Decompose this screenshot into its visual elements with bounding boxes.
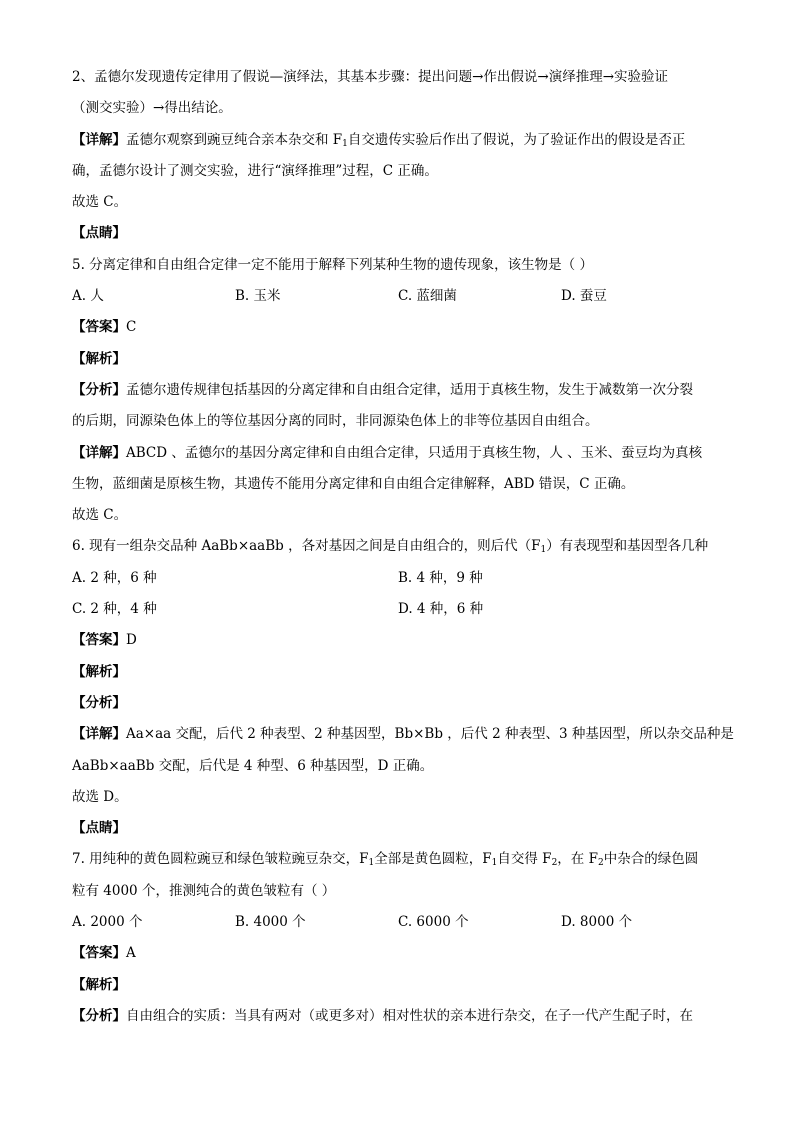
line-text: 全部是黄色圆粒，F — [374, 851, 492, 868]
text-line — [72, 751, 724, 782]
section-tag: 【点睛】 — [72, 225, 126, 242]
section-tag: 【解析】 — [72, 976, 126, 993]
section-tag: 【详解】 — [72, 131, 126, 148]
line-text: 2、孟德尔发现遗传定律用了假说—演绎法，其基本步骤：提出问题→作出假说→演绎推理→实验验证 — [72, 69, 669, 85]
answer-options — [72, 907, 724, 938]
section-tag: 【详解】 — [72, 444, 126, 461]
answer-option: D. 蚕豆 — [561, 288, 607, 305]
section-tag: 【分析】 — [72, 1007, 126, 1024]
text-line — [72, 844, 724, 875]
text-line — [72, 876, 724, 907]
line-text: 6. 现有一组杂交品种 AaBb×aaBb ，各对基因之间是自由组合的，则后代（F — [72, 538, 541, 555]
text-line — [72, 469, 724, 500]
line-text: ，在 F — [557, 851, 598, 868]
document-page — [72, 62, 734, 1032]
line-text: 确，孟德尔设计了测交实验，进行“演绎推理”过程，C 正确。 — [72, 162, 438, 179]
line-text: 中杂合的绿色圆 — [603, 851, 699, 868]
text-line — [72, 688, 724, 719]
answer-options — [72, 281, 724, 312]
line-text: A — [126, 945, 136, 962]
answer-option: C. 2 种，4 种 — [72, 601, 157, 618]
answer-options — [72, 594, 724, 625]
subscript: 1 — [368, 858, 375, 869]
section-tag: 【分析】 — [72, 381, 126, 398]
section-tag: 【分析】 — [72, 694, 126, 711]
text-line — [72, 62, 724, 93]
text-line — [72, 657, 724, 688]
line-text: 生物，蓝细菌是原核生物，其遗传不能用分离定律和自由组合定律解释，ABD 错误，C 正确。 — [72, 475, 635, 492]
text-line — [72, 344, 724, 375]
subscript: 1 — [491, 858, 498, 869]
text-line — [72, 406, 724, 437]
answer-option: D. 4 种，6 种 — [398, 601, 484, 618]
answer-option: A. 人 — [72, 288, 104, 305]
line-text: C — [126, 319, 137, 336]
line-text: 粒有 4000 个，推测纯合的黄色皱粒有（ ） — [72, 882, 336, 899]
text-line — [72, 93, 724, 124]
section-tag: 【答案】 — [72, 945, 126, 962]
answer-option: C. 6000 个 — [398, 914, 469, 931]
line-text: 故选 C。 — [72, 507, 128, 524]
line-text: ABCD 、孟德尔的基因分离定律和自由组合定律，只适用于真核生物，人 、玉米、蚕豆均为真核 — [126, 444, 703, 461]
section-tag: 【答案】 — [72, 319, 126, 336]
answer-option: A. 2000 个 — [72, 914, 143, 931]
answer-options — [72, 563, 724, 594]
line-text: 故选 D。 — [72, 788, 128, 805]
text-line — [72, 438, 724, 469]
answer-option: C. 蓝细菌 — [398, 288, 457, 305]
answer-option: D. 8000 个 — [561, 914, 633, 931]
line-text: ）有表现型和基因型各几种 — [546, 538, 709, 555]
subscript: 1 — [342, 138, 348, 149]
answer-option: A. 2 种，6 种 — [72, 569, 157, 586]
line-text: 的后期，同源染色体上的等位基因分离的同时，非同源染色体上的非等位基因自由组合。 — [72, 413, 599, 430]
section-tag: 【解析】 — [72, 350, 126, 367]
text-line — [72, 375, 724, 406]
line-text: Aa×aa 交配，后代 2 种表型、2 种基因型，Bb×Bb ，后代 2 种表型、3 种基因型，所以杂交品种是 — [126, 726, 734, 743]
text-line — [72, 531, 724, 562]
answer-option: B. 4000 个 — [235, 914, 306, 931]
subscript: 1 — [540, 545, 547, 556]
text-line — [72, 970, 724, 1001]
subscript: 2 — [597, 858, 604, 869]
text-line — [72, 813, 724, 844]
line-text: D — [126, 632, 137, 649]
section-tag: 【详解】 — [72, 726, 126, 743]
section-tag: 【点睛】 — [72, 820, 126, 837]
line-text: 自交遗传实验后作出了假说，为了验证作出的假设是否正 — [347, 131, 686, 148]
line-text: 孟德尔观察到豌豆纯合亲本杂交和 F — [126, 131, 343, 148]
text-line — [72, 938, 724, 969]
answer-option: B. 4 种，9 种 — [398, 569, 483, 586]
text-line — [72, 1001, 724, 1032]
text-line — [72, 719, 734, 750]
line-text: 7. 用纯种的黄色圆粒豌豆和绿色皱粒豌豆杂交，F — [72, 851, 369, 868]
line-text: AaBb×aaBb 交配，后代是 4 种型、6 种基因型，D 正确。 — [72, 757, 434, 774]
line-text: 自由组合的实质：当具有两对（或更多对）相对性状的亲本进行杂交，在子一代产生配子时，在 — [126, 1007, 693, 1024]
text-line — [72, 500, 724, 531]
section-tag: 【答案】 — [72, 632, 126, 649]
answer-option: B. 玉米 — [235, 288, 281, 305]
text-line — [72, 312, 724, 343]
line-text: 5. 分离定律和自由组合定律一定不能用于解释下列某种生物的遗传现象，该生物是（ ） — [72, 256, 593, 273]
subscript: 2 — [551, 858, 558, 869]
text-line — [72, 187, 724, 218]
text-line — [72, 625, 724, 656]
line-text: 故选 C。 — [72, 194, 128, 211]
line-text: （测交实验）→得出结论。 — [72, 100, 232, 117]
section-tag: 【解析】 — [72, 663, 126, 680]
text-line — [72, 250, 724, 281]
text-line — [72, 218, 724, 249]
text-line — [72, 782, 724, 813]
line-text: 孟德尔遗传规律包括基因的分离定律和自由组合定律，适用于真核生物，发生于减数第一次分裂 — [126, 381, 693, 398]
text-line — [72, 156, 724, 187]
text-line — [72, 125, 724, 156]
line-text: 自交得 F — [497, 851, 552, 868]
